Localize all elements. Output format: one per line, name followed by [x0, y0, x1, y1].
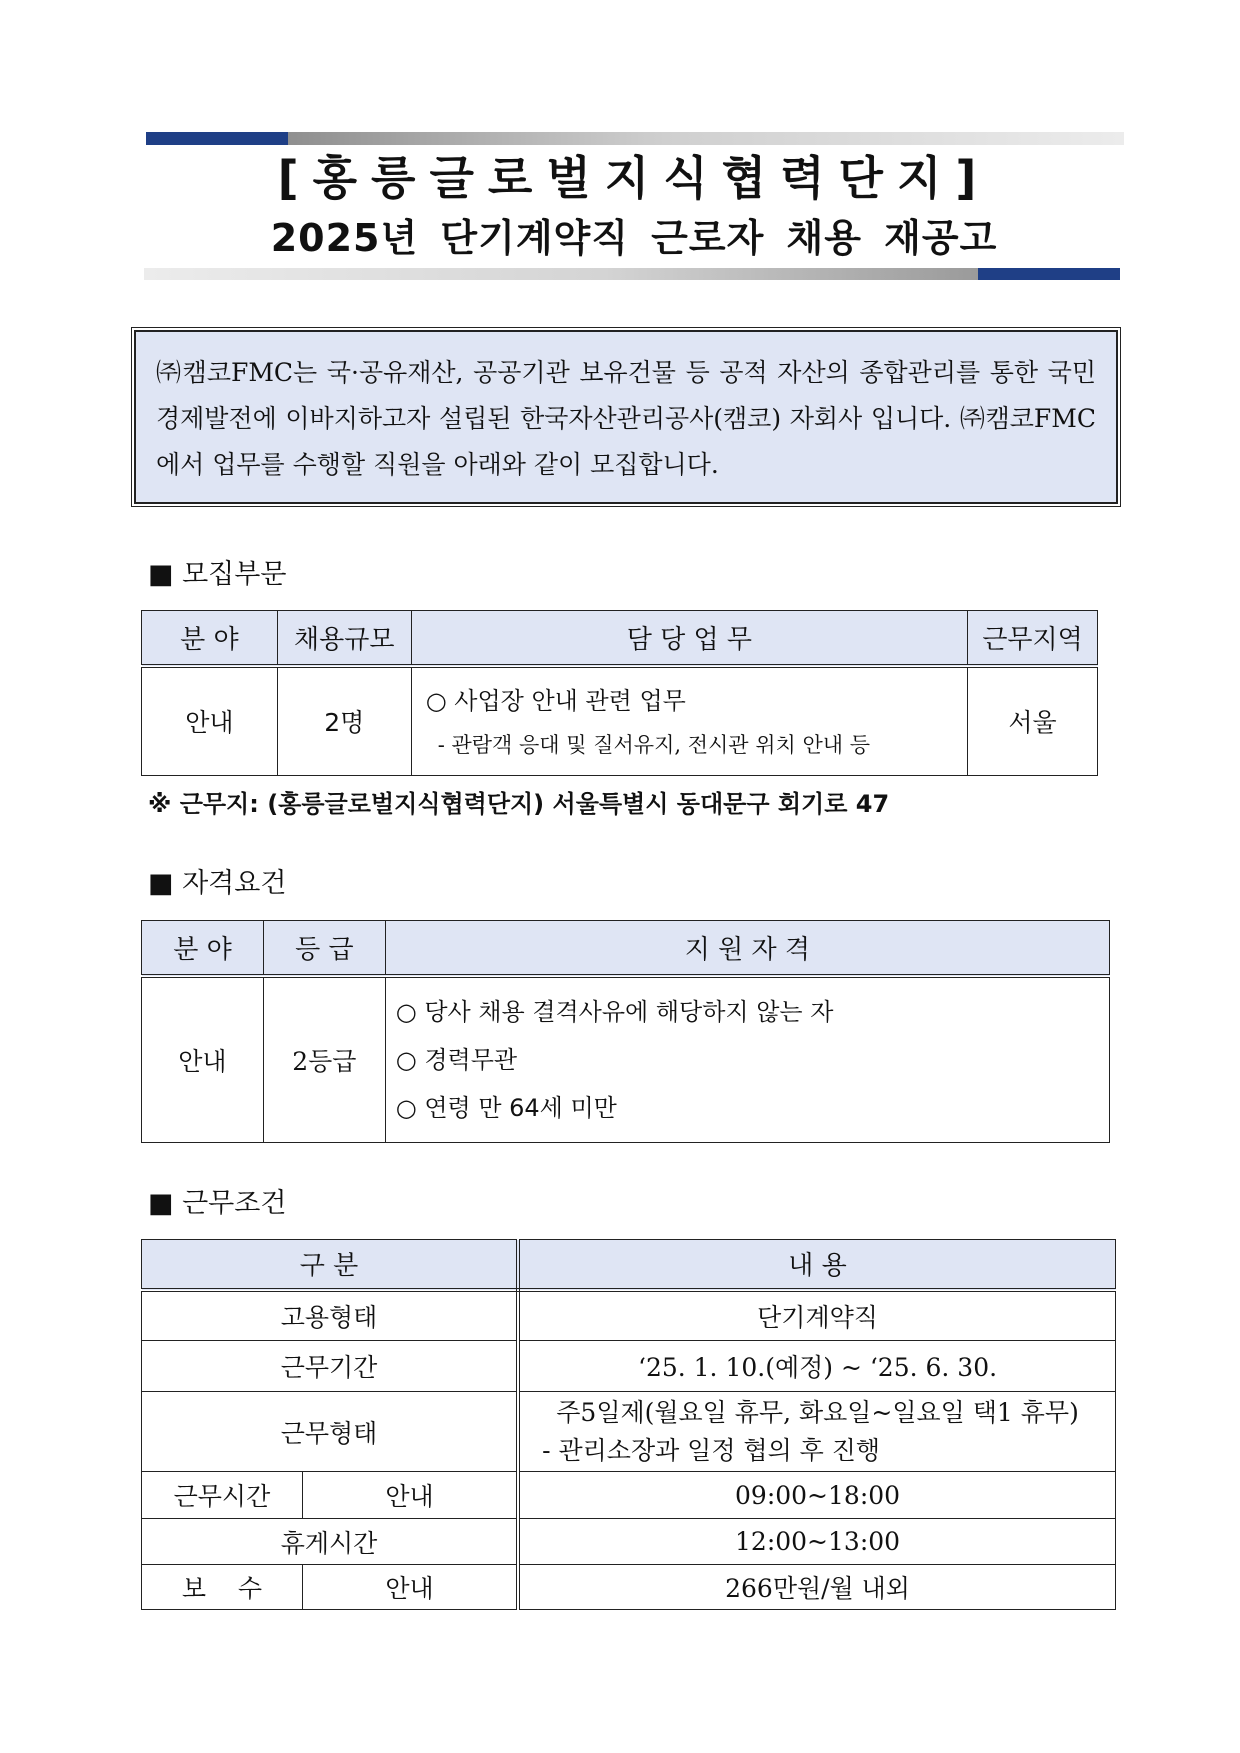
- section-title-qualification: ■ 자격요건: [148, 868, 287, 899]
- recruitment-table: [141, 610, 1098, 776]
- qualification-item: ○ 경력무관: [395, 1045, 518, 1074]
- header-gradient-bar-top: [288, 132, 1124, 145]
- cell-sub-pay: 안내: [302, 1565, 518, 1610]
- header-grade: 등 급: [263, 921, 385, 976]
- cell-grade: 2등급: [263, 976, 385, 1143]
- cell-value-period: ‘25. 1. 10.(예정) ~ ‘25. 6. 30.: [518, 1341, 1115, 1392]
- section-title-conditions: ■ 근무조건: [148, 1188, 287, 1219]
- header-field: 분 야: [142, 921, 264, 976]
- qualification-item: ○ 연령 만 64세 미만: [395, 1093, 617, 1122]
- cell-qualification: [385, 976, 1109, 1143]
- duty-main: ○ 사업장 안내 관련 업무: [425, 687, 686, 716]
- duty-sub: - 관람객 응대 및 질서유지, 전시관 위치 안내 등: [437, 733, 871, 758]
- table-row: [142, 976, 1110, 1143]
- intro-text: ㈜캠코FMC는 국·공유재산, 공공기관 보유건물 등 공적 자산의 종합관리를 통한 국민 경제발전에 이바지하고자 설립된 한국자산관리공사(캠코) 자회사 입니다. ㈜캠코FMC에서 업무를 수행할 직원을 아래와 같이 모집합니다.: [156, 358, 1096, 479]
- work-location-note: ※ 근무지: (홍릉글로벌지식협력단지) 서울특별시 동대문구 회기로 47: [148, 790, 890, 818]
- table-header-row: [142, 921, 1110, 976]
- header-count: 채용규모: [277, 611, 411, 666]
- header-content: 내 용: [518, 1240, 1115, 1290]
- table-header-row: [142, 1240, 1116, 1290]
- header-category: 구 분: [142, 1240, 519, 1290]
- cell-duty: [411, 666, 967, 776]
- cell-count: 2명: [277, 666, 411, 776]
- cell-label-employment-type: 고용형태: [142, 1290, 519, 1341]
- page-subtitle: 2025년 단기계약직 근로자 채용 재공고: [270, 216, 998, 260]
- header-field: 분 야: [142, 611, 278, 666]
- table-row: [142, 1565, 1116, 1610]
- work-form-line1: 주5일제(월요일 휴무, 화요일~일요일 택1 휴무): [556, 1397, 1079, 1427]
- section-title-recruitment: ■ 모집부문: [148, 559, 287, 590]
- qualification-item: ○ 당사 채용 결격사유에 해당하지 않는 자: [395, 997, 834, 1026]
- cell-location: 서울: [968, 666, 1098, 776]
- cell-label-period: 근무기간: [142, 1341, 519, 1392]
- table-row: [142, 1392, 1116, 1472]
- table-row: [142, 666, 1098, 776]
- cell-value-employment-type: 단기계약직: [518, 1290, 1115, 1341]
- page-title: [홍릉글로벌지식협력단지]: [277, 151, 991, 205]
- cell-field: 안내: [142, 666, 278, 776]
- header-gradient-bar-bottom: [144, 268, 980, 280]
- work-form-line2: - 관리소장과 일정 협의 후 진행: [542, 1435, 881, 1465]
- table-row: [142, 1472, 1116, 1519]
- cell-label-work-hours: 근무시간: [142, 1472, 303, 1519]
- cell-value-pay: 266만원/월 내외: [518, 1565, 1115, 1610]
- header-accent-bar-top: [146, 132, 288, 145]
- qualification-table: [141, 920, 1110, 1143]
- cell-label-pay: 보 수: [142, 1565, 303, 1610]
- header-accent-bar-bottom: [978, 268, 1120, 280]
- table-row: [142, 1519, 1116, 1565]
- table-row: [142, 1341, 1116, 1392]
- intro-box: [134, 330, 1118, 504]
- header-location: 근무지역: [968, 611, 1098, 666]
- header-qualification: 지 원 자 격: [385, 921, 1109, 976]
- conditions-table: [141, 1239, 1116, 1610]
- table-header-row: [142, 611, 1098, 666]
- cell-label-break: 휴게시간: [142, 1519, 519, 1565]
- header-duty: 담 당 업 무: [411, 611, 967, 666]
- cell-sub-work-hours: 안내: [302, 1472, 518, 1519]
- table-row: [142, 1290, 1116, 1341]
- cell-value-break: 12:00~13:00: [518, 1519, 1115, 1565]
- cell-field: 안내: [142, 976, 264, 1143]
- cell-value-work-hours: 09:00~18:00: [518, 1472, 1115, 1519]
- cell-label-work-form: 근무형태: [142, 1392, 519, 1472]
- cell-value-work-form: [518, 1392, 1115, 1472]
